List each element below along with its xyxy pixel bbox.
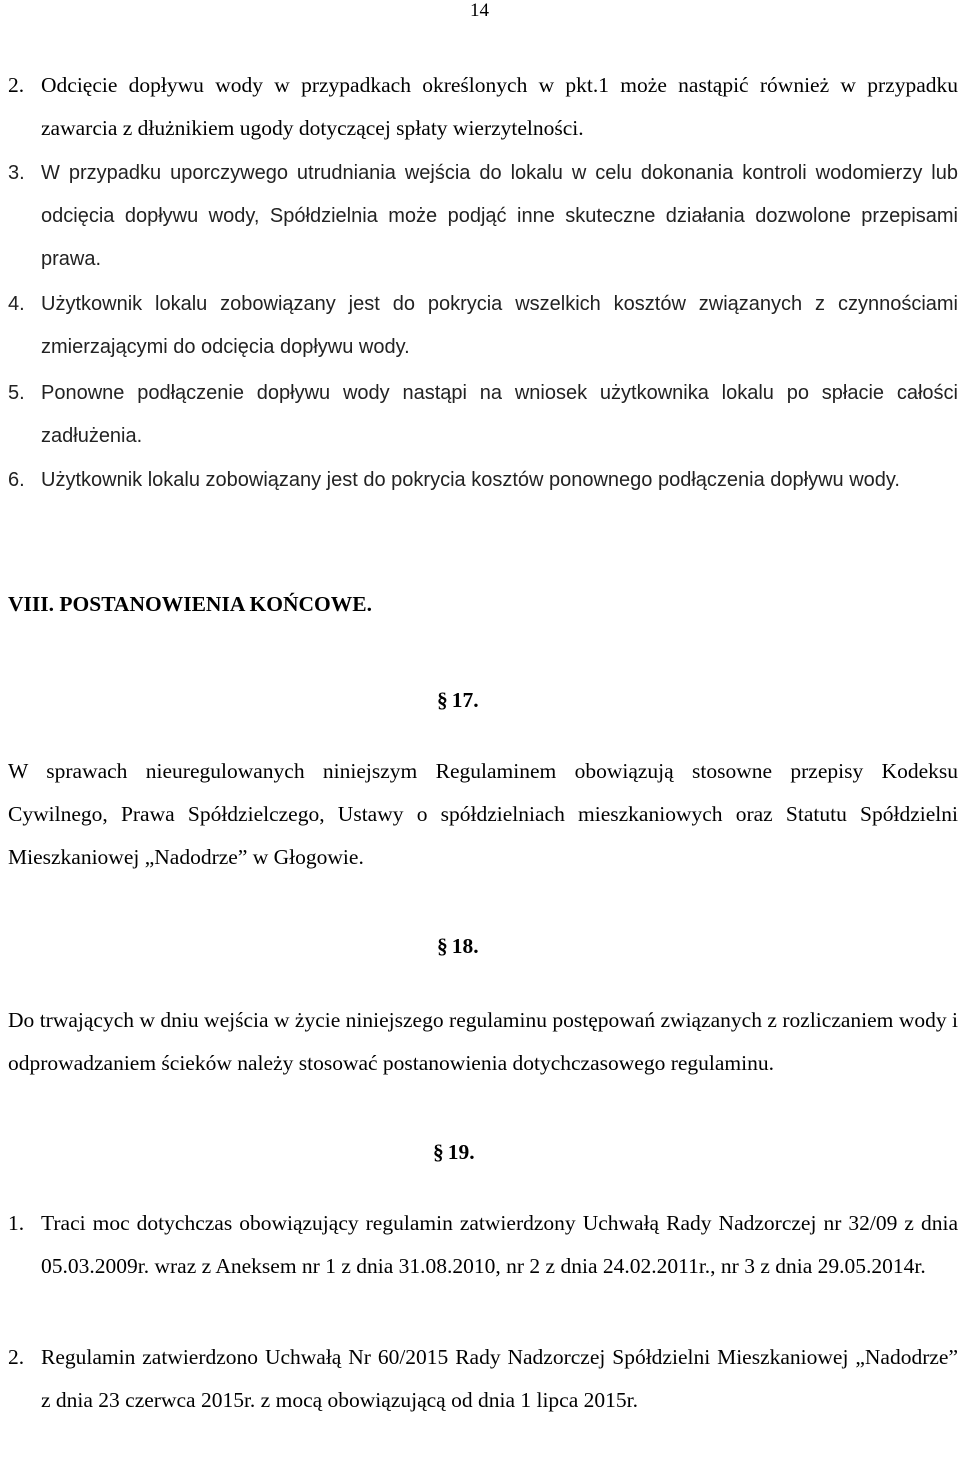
section-label: 19.	[447, 1140, 475, 1164]
page-number: 14	[470, 0, 489, 21]
list-item-number: 4.	[8, 293, 25, 315]
section-17-mark	[437, 688, 479, 713]
list-item-5	[8, 372, 958, 458]
list-item-text: Użytkownik lokalu zobowiązany jest do pokrycia kosztów ponownego podłączenia dopływu wody.	[41, 469, 900, 491]
list-item-text: Traci moc dotychczas obowiązujący regulamin zatwierdzony Uchwałą Rady Nadzorczej nr 32/09 z dnia 05.03.2009r. wraz z Aneksem nr 1 z dnia 31.08.2010, nr 2 z dnia 24.02.2011r., nr 3 z dnia 29.05.2014r.	[41, 1211, 958, 1278]
list-item-text: Użytkownik lokalu zobowiązany jest do pokrycia wszelkich kosztów związanych z czynnościami zmierzającymi do odcięcia dopływu wody.	[41, 293, 958, 358]
section-19-mark	[433, 1140, 475, 1165]
final-list-item-1	[8, 1202, 958, 1288]
section-symbol: §	[433, 1140, 444, 1164]
list-item-3	[8, 152, 958, 281]
list-item-text: Ponowne podłączenie dopływu wody nastąpi na wniosek użytkownika lokalu po spłacie całości zadłużenia.	[41, 382, 958, 447]
list-item-number: 6.	[8, 469, 25, 491]
section-label: 18.	[451, 934, 479, 958]
section-symbol: §	[437, 688, 448, 712]
list-item-6	[8, 459, 958, 502]
list-item-number: 5.	[8, 382, 25, 404]
final-list-item-2	[8, 1336, 958, 1422]
list-item-text: Regulamin zatwierdzono Uchwałą Nr 60/2015 Rady Nadzorczej Spółdzielni Mieszkaniowej „Nadodrze” z dnia 23 czerwca 2015r. z mocą obowiązującą od dnia 1 lipca 2015r.	[41, 1345, 958, 1412]
section-17-text: W sprawach nieuregulowanych niniejszym Regulaminem obowiązują stosowne przepisy Kodeksu Cywilnego, Prawa Spółdzielczego, Ustawy o spółdzielniach mieszkaniowych oraz Statutu Spółdzielni Mieszkaniowej „Nadodrze” w Głogowie.	[8, 759, 958, 869]
chapter-heading: VIII. POSTANOWIENIA KOŃCOWE.	[8, 592, 372, 616]
list-item-number: 2.	[8, 73, 25, 97]
section-18-mark	[437, 934, 479, 959]
list-item-number: 1.	[8, 1211, 25, 1235]
list-item-number: 2.	[8, 1345, 25, 1369]
section-18-text: Do trwających w dniu wejścia w życie niniejszego regulaminu postępowań związanych z rozliczaniem wody i odprowadzaniem ścieków należy stosować postanowienia dotychczasowego regulaminu.	[8, 1008, 958, 1075]
section-symbol: §	[437, 934, 448, 958]
list-item-text: Odcięcie dopływu wody w przypadkach określonych w pkt.1 może nastąpić również w przypadku zawarcia z dłużnikiem ugody dotyczącej spłaty wierzytelności.	[41, 73, 958, 140]
section-label: 17.	[451, 688, 479, 712]
list-item-4	[8, 283, 958, 369]
list-item-number: 3.	[8, 162, 25, 184]
list-item-text: W przypadku uporczywego utrudniania wejścia do lokalu w celu dokonania kontroli wodomierzy lub odcięcia dopływu wody, Spółdzielnia może podjąć inne skuteczne działania dozwolone przepisami prawa.	[41, 162, 958, 270]
list-item-2	[8, 64, 958, 150]
